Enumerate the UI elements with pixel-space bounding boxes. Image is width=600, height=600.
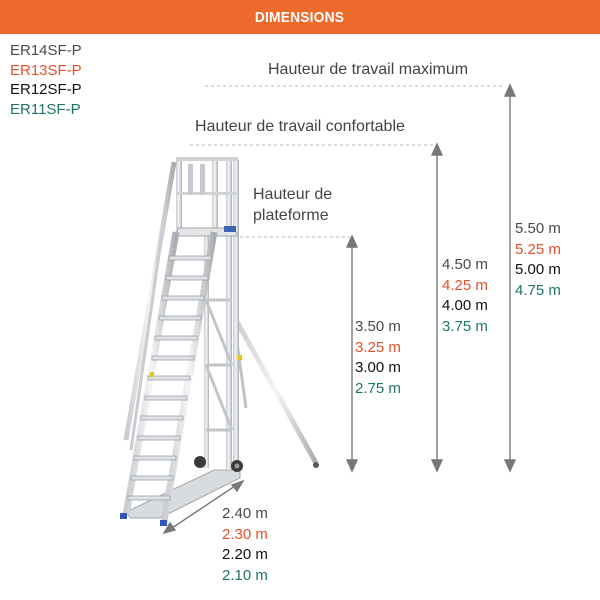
model-er13sf-p: ER13SF-P [10,61,82,79]
header-title: DIMENSIONS [255,8,345,26]
model-er12sf-p: ER12SF-P [10,81,82,98]
value-er12sf-p: 4.00 m [442,297,488,314]
platform-height-values [355,317,401,399]
value-er11sf-p: 4.75 m [515,281,561,299]
platform-height-label-line1: Hauteur de [253,186,333,203]
model-er11sf-p: ER11SF-P [10,100,81,118]
value-er13sf-p: 2.30 m [222,525,268,543]
value-er11sf-p: 2.75 m [355,379,401,397]
value-er12sf-p: 3.00 m [355,359,401,376]
model-er14sf-p: ER14SF-P [10,42,82,59]
value-er12sf-p: 5.00 m [515,261,561,278]
platform-height-label-line2: plateforme [253,207,329,224]
value-er14sf-p: 5.50 m [515,220,561,237]
value-er13sf-p: 4.25 m [442,276,488,294]
value-er13sf-p: 3.25 m [355,338,401,356]
max-working-height-values [515,219,561,301]
max-working-height-label: Hauteur de travail maximum [268,61,469,78]
height-arrows [347,85,515,471]
base-length-values [222,504,268,586]
value-er11sf-p: 3.75 m [442,317,488,335]
value-er14sf-p: 3.50 m [355,318,401,335]
value-er13sf-p: 5.25 m [515,240,561,258]
value-er14sf-p: 4.50 m [442,256,488,273]
comfortable-working-height-label: Hauteur de travail confortable [195,118,405,135]
value-er11sf-p: 2.10 m [222,566,268,584]
comfortable-working-height-values [442,255,488,337]
value-er12sf-p: 2.20 m [222,546,268,563]
value-er14sf-p: 2.40 m [222,505,268,522]
